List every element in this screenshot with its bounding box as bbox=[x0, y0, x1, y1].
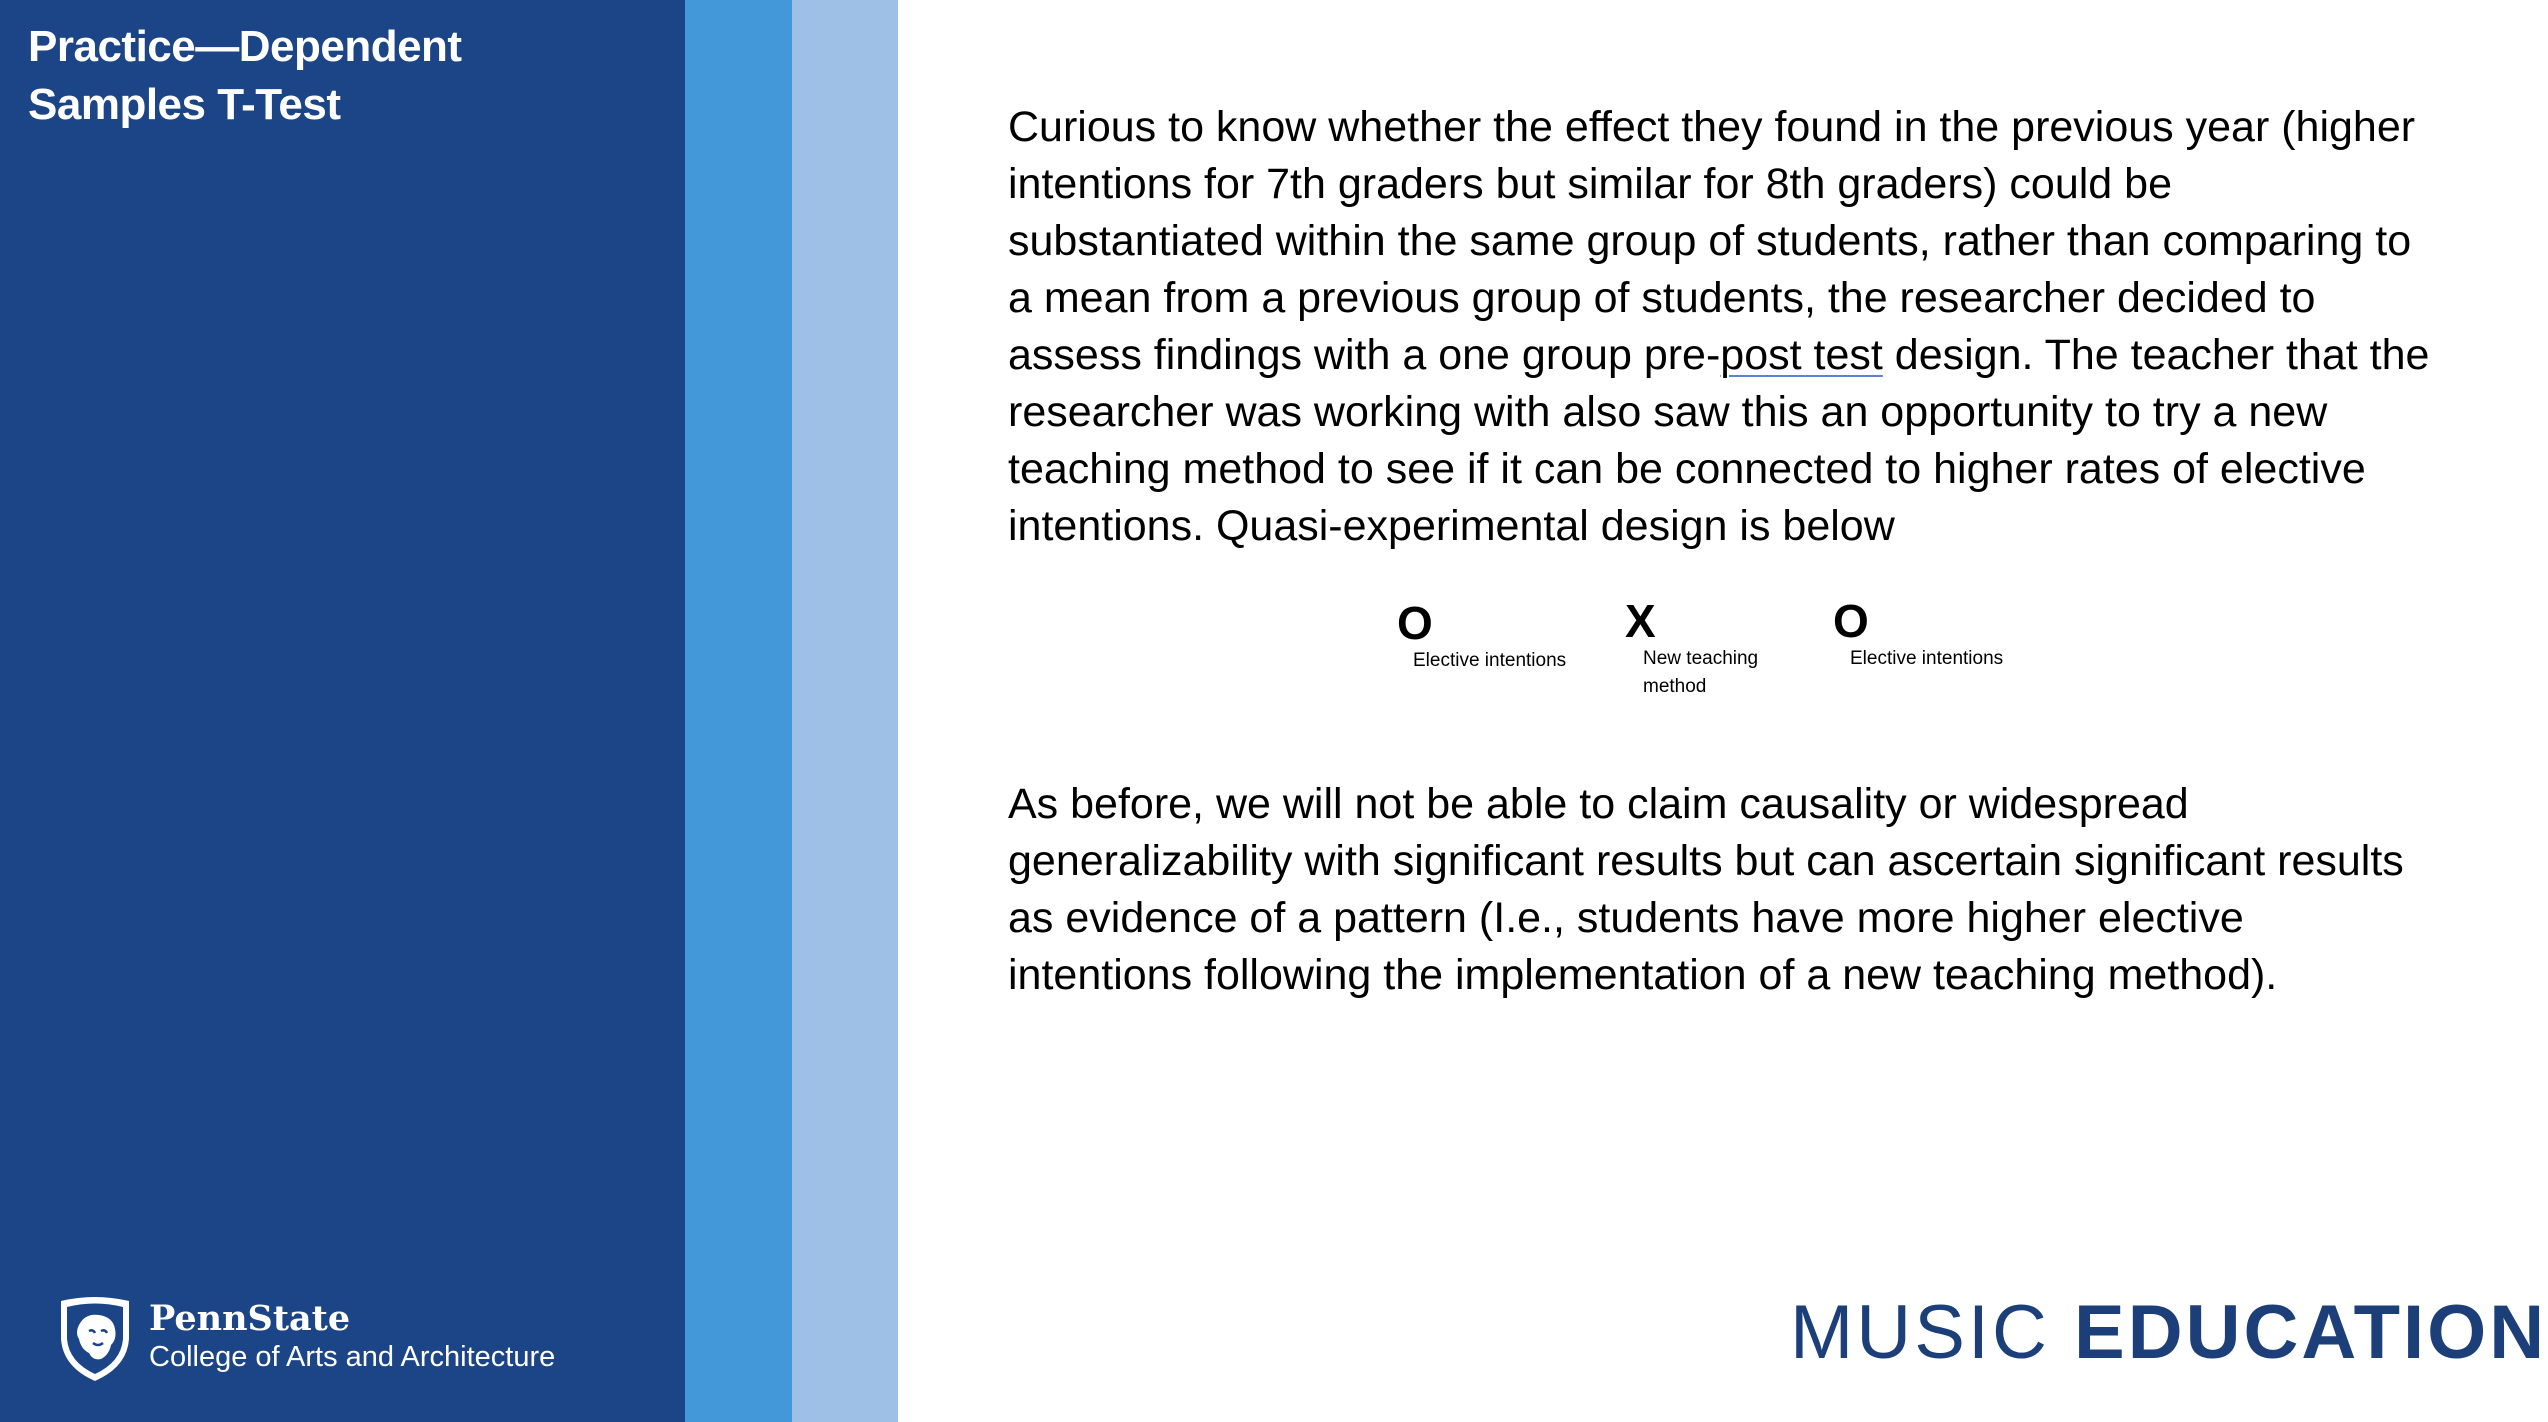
design-treatment bbox=[1625, 595, 1759, 700]
line-text: assess findings with a one group pre- bbox=[1008, 331, 1721, 379]
wordmark-education: EDUCATION bbox=[2074, 1290, 2548, 1375]
wordmark-music: MUSIC bbox=[1790, 1290, 2050, 1375]
paragraph-line: a mean from a previous group of students, the researcher decided to bbox=[1008, 274, 2316, 322]
paragraph-line: generalizability with significant results but can ascertain significant results bbox=[1008, 837, 2404, 885]
pennstate-logo bbox=[55, 1295, 555, 1385]
paragraph-line: Curious to know whether the effect they found in the previous year (higher bbox=[1008, 103, 2416, 151]
paragraph-intro bbox=[1008, 99, 2488, 555]
paragraph-line: intentions. Quasi-experimental design is below bbox=[1008, 502, 1895, 550]
observation-symbol: O bbox=[1397, 597, 1433, 649]
nittany-lion-shield-icon bbox=[55, 1295, 135, 1383]
paragraph-line: substantiated within the same group of students, rather than comparing to bbox=[1008, 217, 2412, 265]
accent-stripe-medium bbox=[685, 0, 792, 1422]
design-observation-pre bbox=[1397, 597, 1567, 674]
spellcheck-underlined-text: post test bbox=[1720, 331, 1883, 379]
paragraph-line: as evidence of a pattern (I.e., students have more higher elective bbox=[1008, 894, 2244, 942]
line-text: design. The teacher that the bbox=[1882, 331, 2430, 379]
observation-label: Elective intentions bbox=[1413, 650, 1567, 671]
paragraph-line: researcher was working with also saw this an opportunity to try a new bbox=[1008, 388, 2328, 436]
logo-brand-name: PennState bbox=[149, 1298, 351, 1339]
paragraph-line: intentions for 7th graders but similar for 8th graders) could be bbox=[1008, 160, 2172, 208]
paragraph-line bbox=[1008, 327, 2488, 384]
accent-stripe-light bbox=[792, 0, 898, 1422]
paragraph-line: teaching method to see if it can be connected to higher rates of elective bbox=[1008, 445, 2366, 493]
slide-title bbox=[28, 18, 648, 134]
treatment-label-line-1: New teaching bbox=[1643, 648, 1759, 669]
sidebar-panel bbox=[0, 0, 685, 1422]
observation-symbol: O bbox=[1833, 595, 1869, 647]
treatment-label-line-2: method bbox=[1643, 676, 1707, 697]
design-observation-post bbox=[1833, 595, 2004, 672]
treatment-symbol: X bbox=[1625, 595, 1656, 647]
observation-label: Elective intentions bbox=[1850, 648, 2004, 669]
music-education-wordmark bbox=[1790, 1290, 2548, 1376]
paragraph-line: As before, we will not be able to claim causality or widespread bbox=[1008, 780, 2189, 828]
slide-title-line-2: Samples T-Test bbox=[28, 80, 341, 129]
paragraph-conclusion bbox=[1008, 776, 2488, 1004]
slide-title-line-1: Practice—Dependent bbox=[28, 22, 462, 71]
paragraph-line: intentions following the implementation of a new teaching method). bbox=[1008, 951, 2278, 999]
logo-college-name: College of Arts and Architecture bbox=[149, 1341, 556, 1373]
